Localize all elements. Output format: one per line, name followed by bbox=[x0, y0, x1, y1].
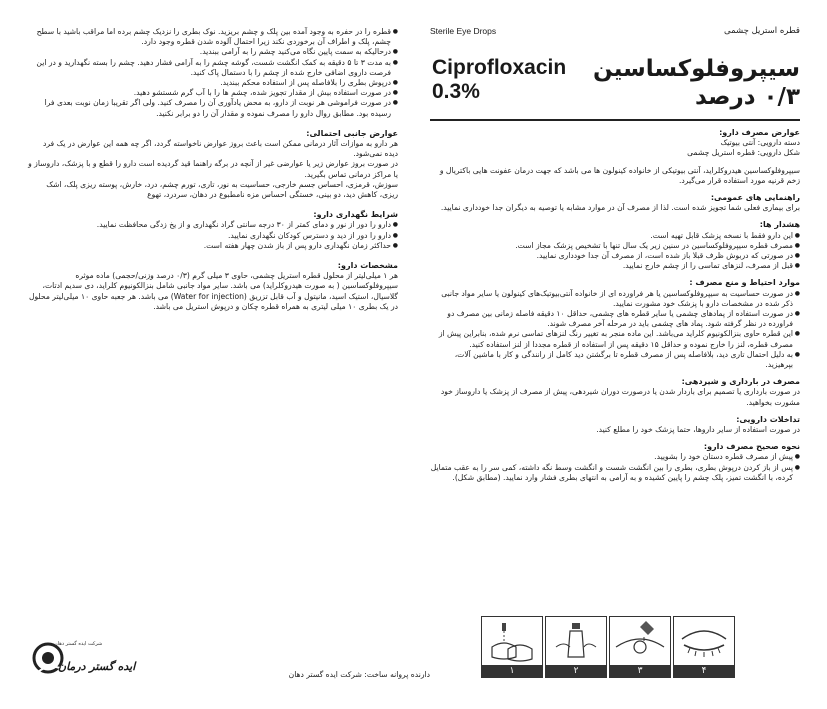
list-item: ● حداکثر زمان نگهداری دارو پس از باز شدن چهار هفته است. bbox=[28, 241, 398, 251]
eye-drop-application-icon bbox=[610, 617, 670, 665]
illustration-step-2 bbox=[545, 616, 607, 678]
logo-subtitle: شرکت ایده گستر دهان bbox=[54, 641, 103, 647]
step-number: ۱ bbox=[482, 665, 542, 677]
list-item: ● در صورت فراموشی هر نوبت از دارو، به محض یادآوری آن را مصرف کنید. ولی اگر تقریبا زمان نوبت بعدی فرا رسیده بود. مطابق روال دارو را مصرف نموده و مقدار آن را دو برابر نکنید. bbox=[28, 98, 398, 118]
section-warnings bbox=[430, 220, 800, 271]
section-title: مصرف در بارداری و شیردهی: bbox=[681, 377, 800, 387]
fa-concentration: ۰/۳ درصد bbox=[694, 84, 800, 110]
section-side-effects bbox=[28, 129, 398, 200]
header-row bbox=[430, 26, 800, 40]
hands-washing-icon bbox=[482, 617, 542, 665]
illustration-step-1 bbox=[481, 616, 543, 678]
step-number: ۳ bbox=[610, 665, 670, 677]
section-title: راهنمایی های عمومی: bbox=[710, 193, 800, 203]
section-text: در صورت بارداری یا تصمیم برای باردار شدن یا درصورت دوران شیردهی، پیش از مصرف از پزشک یا داروساز خود مشورت بخواهید. bbox=[440, 387, 800, 407]
section-title: عوارض مصرف دارو: bbox=[719, 128, 800, 137]
list-item: ● این قطره حاوی بنزالکونیوم کلراید می‌باشد. این ماده منجر به تغییر رنگ لنزهای تماسی نرم شده، بنابراین پیش از مصرف قطره، لنز را خارج نموده و حداقل ۱۵ دقیقه پس از استفاده از قطره مجددا از لنز استفاده کنید. bbox=[430, 329, 800, 349]
manufacturer-license: دارنده پروانه ساخت: شرکت ایده گستر دهان bbox=[288, 670, 430, 679]
list-item: ● به مدت ۳ تا ۵ دقیقه به کمک انگشت شست، گوشه چشم را به آرامی فشار دهید. چشم را بسته نگهدارید و در این فرصت داروی اضافی خارج شده از چشم را با دستمال پاک کنید. bbox=[28, 58, 398, 78]
list-item: ● قبل از مصرف، لنزهای تماسی را از چشم خارج نمایید. bbox=[430, 261, 800, 271]
list-item: ● در صورتی که دربوش ظرف قبلا باز شده است، از مصرف آن جدا خودداری نمایید. bbox=[430, 251, 800, 261]
section-title: شرایط نگهداری دارو: bbox=[313, 210, 398, 220]
section-precautions bbox=[430, 278, 800, 370]
section-title: عوارض جانبی احتمالی: bbox=[306, 128, 398, 138]
list-item: ● پس از باز کردن درپوش بطری، بطری را بین انگشت شست و انگشت وسط نگه داشته، کمی سر را به عقب متمایل کرده، با انگشت تمیز، پلک چشم را پایین کشیده و به آرامی به انتهای بطری فشار وارد نمایید. (مطابق شکل). bbox=[430, 463, 800, 483]
bottle-opening-icon bbox=[546, 617, 606, 665]
section-specifications bbox=[28, 261, 398, 312]
fa-drug-name: سیپروفلوکساسین bbox=[593, 56, 800, 82]
section-interactions bbox=[430, 415, 800, 435]
section-drug-info bbox=[430, 128, 800, 186]
list-item: ● در صورت استفاده از پمادهای چشمی یا سایر قطره های چشمی، حداقل ۱۰ دقیقه فاصله زمانی بین مصرف دو فراورده در نظر گرفته شود. پماد های چشمی باید در مرحله آخر مصرف شوند. bbox=[430, 309, 800, 329]
section-usage bbox=[430, 442, 800, 483]
section-title: موارد احتیاط و منع مصرف : bbox=[689, 278, 800, 288]
list-item: ● پیش از مصرف قطره دستان خود را بشویید. bbox=[430, 452, 800, 462]
section-text: در صورت بروز عوارض زیر یا عوارضی غیر از آنچه در برگه راهنما قید گردیده است دارو را قطع و با پزشک، داروساز و یا مراکز درمانی تماس بگیرید. bbox=[28, 159, 398, 179]
usage-illustrations bbox=[481, 616, 791, 676]
list-item: ● مصرف قطره سیپروفلوکساسین در سنین زیر یک سال تنها با تشخیص پزشک مجاز است. bbox=[430, 241, 800, 251]
list-item: ● این دارو فقط با نسخه پزشک قابل تهیه است. bbox=[430, 231, 800, 241]
list-item: ● درپوش بطری را بلافاصله پس از استفاده محکم ببندید. bbox=[28, 78, 398, 88]
illustration-step-3 bbox=[609, 616, 671, 678]
illustration-step-4 bbox=[673, 616, 735, 678]
drug-class: دسته دارویی: آنتی بیوتیک bbox=[720, 138, 800, 148]
list-item: ● درحالیکه به سمت پایین نگاه می‌کنید چشم را به آرامی ببندید. bbox=[28, 47, 398, 57]
logo-wordmark: ایده گستر درمان bbox=[58, 660, 136, 673]
section-text: هر دارو به موازات آثار درمانی ممکن است باعث بروز عوارض ناخواسته گردد، اگر چه همه این عوارض در یک فرد دیده نمی‌شود. bbox=[42, 139, 398, 159]
en-drug-name: Ciprofloxacin bbox=[432, 56, 567, 79]
list-item: ● در صورت حساسیت به سیپروفلوکساسین یا هر فراورده ای از خانواده آنتی‌بیوتیک‌های کینولون یا سایر مواد جانبی ذکر شده در مشخصات دارو با پزشک خود مشورت نمایید. bbox=[430, 289, 800, 309]
section-title: هشدار ها: bbox=[759, 220, 800, 230]
list-item: ● در صورت استفاده بیش از مقدار تجویز شده، چشم ها را با آب گرم شستشو دهید. bbox=[28, 88, 398, 98]
section-general-guidance bbox=[430, 193, 800, 213]
section-pregnancy bbox=[430, 377, 800, 408]
section-usage-continued bbox=[28, 27, 398, 119]
en-concentration: 0.3% bbox=[432, 80, 480, 103]
section-text: سوزش، قرمزی، احساس جسم خارجی، حساسیت به نور، تاری، تورم چشم، درد، خارش، پوسته ریزی پلک، اشک ریزی، کاهش دید، دو بینی، خستگی احساس مزه نامطبوع در دهان، سردرد، تهوع bbox=[46, 179, 398, 200]
header-divider bbox=[430, 119, 800, 121]
closed-eye-icon bbox=[674, 617, 734, 665]
drug-description: سیپروفلوکساسین هیدروکلراید، آنتی بیوتیکی از خانواده کینولون ها می باشد که جهت درمان عفونت هایی باکتریال و زخم قرنیه مورد استفاده قرار می‌گیرد. bbox=[439, 165, 800, 185]
step-number: ۴ bbox=[674, 665, 734, 677]
section-text: در صورت استفاده از سایر داروها، حتما پزشک خود را مطلع کنید. bbox=[596, 425, 800, 435]
fa-subtitle: قطره استریل چشمی bbox=[724, 26, 800, 36]
en-subtitle: Sterile Eye Drops bbox=[430, 26, 497, 36]
list-item: ● به دلیل احتمال تاری دید، بلافاصله پس از مصرف قطره تا برگشتن دید کامل از رانندگی و کار با ماشین آلات، بپرهیزید. bbox=[430, 350, 800, 370]
list-item: ● دارو را دور از دید و دسترس کودکان نگهداری نمایید. bbox=[28, 231, 398, 241]
step-number: ۲ bbox=[546, 665, 606, 677]
section-storage bbox=[28, 210, 398, 251]
right-column bbox=[430, 128, 800, 490]
section-title: مشخصات دارو: bbox=[337, 261, 398, 271]
section-text: برای بیماری فعلی شما تجویز شده است. لذا از مصرف آن در موارد مشابه یا توصیه به دیگران جدا خودداری نمایید. bbox=[440, 203, 800, 213]
section-title: تداخلات دارویی: bbox=[736, 414, 800, 424]
list-item: ● قطره را در حفره به وجود آمده بین پلک و چشم بریزید. نوک بطری را نزدیک چشم برده اما مراقب باشید با سطح چشم، پلک و اطراف آن برخوردی نکند زیرا احتمال آلوده شدن قطره وجود دارد. bbox=[28, 27, 398, 47]
section-title: نحوه صحیح مصرف دارو: bbox=[703, 442, 800, 452]
section-text: هر ۱ میلی‌لیتر از محلول قطره استریل چشمی، حاوی ۳ میلی گرم (۰/۳ درصد وزنی/حجمی) ماده موثره سیپروفلوکساسین ( به صورت هیدروکلراید) می باشد. سایر مواد جانبی شامل بنزالکونیوم کلراید، دی سدیم ادتات، گلاسیال، استیک اسید، مانیتول و آب قابل تزریق (Water for injection) می باشد. هر جعبه حاوی ۱۰ میلی‌لیتر محلول در یک بطری ۱۰ میلی لیتری به همراه قطره چکان و درپوش استریل می باشد. bbox=[28, 271, 398, 311]
list-item: ● دارو را دور از نور و دمای کمتر از ۳۰ درجه سانتی گراد نگهداری و از یخ زدگی محافظت نمایید. bbox=[28, 220, 398, 230]
left-column bbox=[28, 27, 398, 319]
drug-form: شکل دارویی: قطره استریل چشمی bbox=[687, 148, 800, 158]
